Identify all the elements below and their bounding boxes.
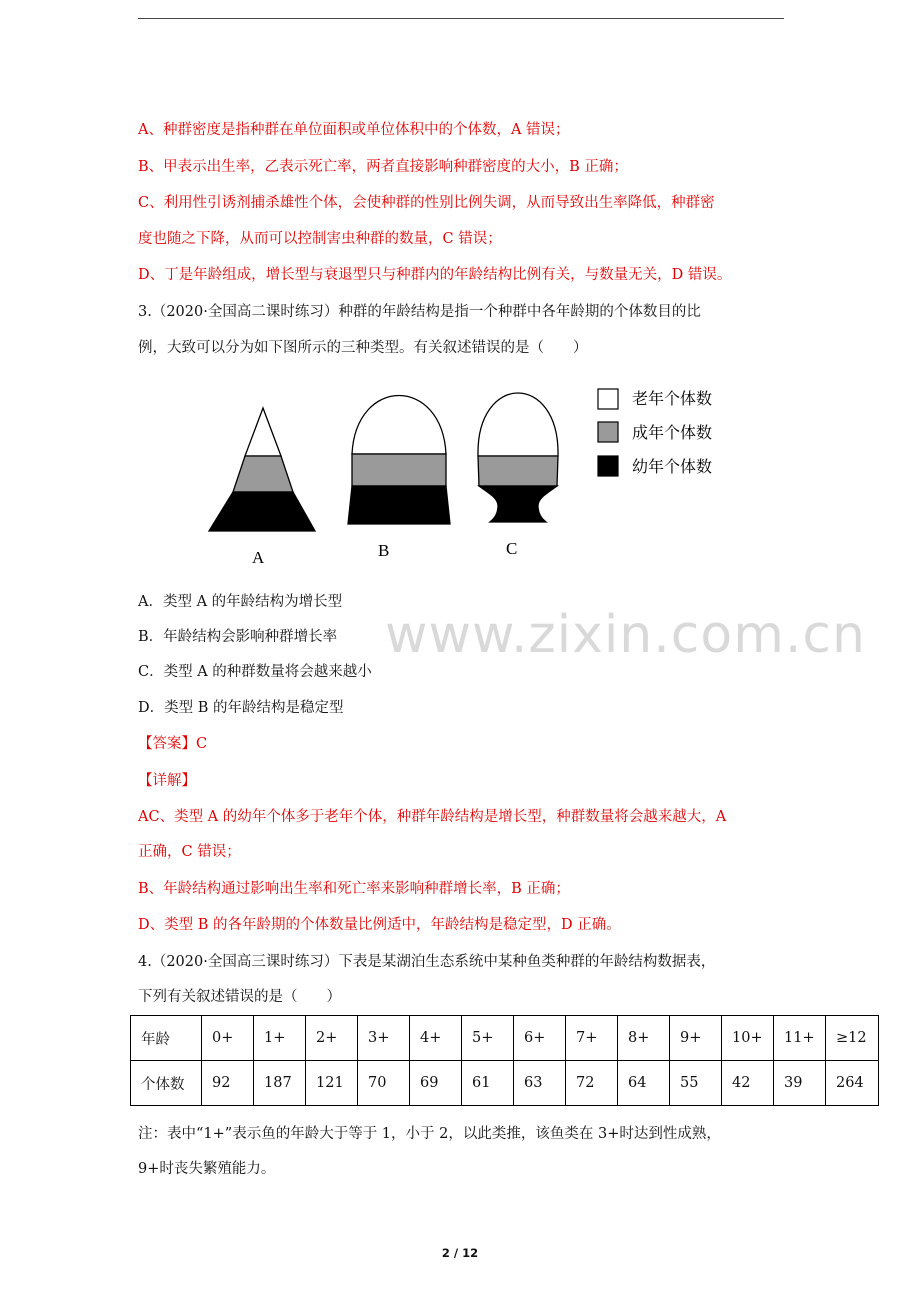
legend — [598, 389, 712, 476]
table-header-cell: 2+ — [306, 1016, 358, 1061]
table-header-row — [131, 1016, 879, 1061]
table-cell: 72 — [566, 1061, 618, 1106]
table-cell: 121 — [306, 1061, 358, 1106]
shape-label-c: C — [506, 539, 518, 558]
text-line: 【答案】C — [138, 736, 208, 752]
age-structure-table — [130, 1015, 879, 1106]
table-cell: 69 — [410, 1061, 462, 1106]
text-line: 下列有关叙述错误的是（ ） — [138, 989, 341, 1005]
legend-swatch-young — [598, 456, 618, 476]
table-cell: 187 — [254, 1061, 306, 1106]
shape-a-adult — [233, 456, 293, 492]
table-header-cell: 6+ — [514, 1016, 566, 1061]
text-line: D．类型 B 的年龄结构是稳定型 — [138, 700, 344, 716]
text-line: A．类型 A 的年龄结构为增长型 — [138, 594, 343, 610]
text-line: B、年龄结构通过影响出生率和死亡率来影响种群增长率，B 正确； — [138, 881, 570, 897]
table-cell: 个体数 — [131, 1061, 202, 1106]
text-line: 【详解】 — [138, 773, 196, 789]
table-cell: 42 — [722, 1061, 774, 1106]
text-line: 4.（2020·全国高三课时练习）下表是某湖泊生态系统中某种鱼类种群的年龄结构数据表， — [138, 954, 716, 970]
watermark: www.zixin.com.cn — [385, 605, 866, 665]
table-header-cell: 年龄 — [131, 1016, 202, 1061]
table-cell: 39 — [774, 1061, 826, 1106]
text-line: C．类型 A 的种群数量将会越来越小 — [138, 664, 372, 680]
text-line: 度也随之下降，从而可以控制害虫种群的数量，C 错误； — [138, 231, 502, 247]
page-number: 2 / 12 — [441, 1246, 479, 1260]
text-line: A、种群密度是指种群在单位面积或单位体积中的个体数，A 错误； — [138, 122, 570, 138]
shape-a-young — [209, 492, 315, 531]
text-line: 3.（2020·全国高二课时练习）种群的年龄结构是指一个种群中各年龄期的个体数目的比 — [138, 304, 701, 320]
text-line: D、类型 B 的各年龄期的个体数量比例适中，年龄结构是稳定型，D 正确。 — [138, 917, 621, 933]
table-header-cell: 9+ — [670, 1016, 722, 1061]
text-line: 例，大致可以分为如下图所示的三种类型。有关叙述错误的是（ ） — [138, 340, 588, 356]
table-row — [131, 1061, 879, 1106]
shape-c — [478, 393, 558, 522]
table-header-cell: 11+ — [774, 1016, 826, 1061]
table-cell: 63 — [514, 1061, 566, 1106]
shape-label-b: B — [378, 541, 390, 560]
table-header-cell: 8+ — [618, 1016, 670, 1061]
text-line: D、丁是年龄组成，增长型与衰退型只与种群内的年龄结构比例有关，与数量无关，D 错误。 — [138, 267, 732, 283]
table-cell: 92 — [202, 1061, 254, 1106]
table-header-cell: 10+ — [722, 1016, 774, 1061]
table-header-cell: 3+ — [358, 1016, 410, 1061]
age-structure-figure — [200, 378, 740, 568]
legend-swatch-old — [598, 389, 618, 409]
shape-b-old — [352, 396, 446, 455]
text-line: AC、类型 A 的幼年个体多于老年个体，种群年龄结构是增长型，种群数量将会越来越大，A — [138, 809, 727, 825]
shape-c-adult — [478, 456, 558, 486]
shape-a-old — [245, 408, 281, 456]
table-cell: 55 — [670, 1061, 722, 1106]
shape-c-young — [479, 486, 557, 522]
table-cell: 64 — [618, 1061, 670, 1106]
table-cell: 70 — [358, 1061, 410, 1106]
shape-b — [348, 396, 450, 525]
text-line: 9+时丧失繁殖能力。 — [138, 1161, 276, 1177]
table-header-cell: 0+ — [202, 1016, 254, 1061]
table-header-cell: 4+ — [410, 1016, 462, 1061]
text-line: B．年龄结构会影响种群增长率 — [138, 629, 338, 645]
shape-b-young — [348, 486, 450, 524]
shape-label-a: A — [252, 548, 265, 567]
table-header-cell: 5+ — [462, 1016, 514, 1061]
legend-swatch-adult — [598, 422, 618, 442]
shape-b-adult — [352, 454, 446, 486]
header-rule — [138, 18, 784, 19]
text-line: 注：表中“1+”表示鱼的年龄大于等于 1，小于 2，以此类推，该鱼类在 3+时达到性成熟， — [138, 1126, 721, 1142]
shape-a — [209, 408, 315, 531]
table-header-cell: 7+ — [566, 1016, 618, 1061]
table-header-cell: 1+ — [254, 1016, 306, 1061]
text-line: C、利用性引诱剂捕杀雄性个体，会使种群的性别比例失调，从而导致出生率降低，种群密 — [138, 195, 715, 211]
legend-label-adult: 成年个体数 — [632, 423, 713, 442]
table-cell: 61 — [462, 1061, 514, 1106]
table-cell: 264 — [826, 1061, 879, 1106]
text-line: 正确，C 错误； — [138, 844, 241, 860]
table-header-cell: ≥12 — [826, 1016, 879, 1061]
text-line: B、甲表示出生率，乙表示死亡率，两者直接影响种群密度的大小，B 正确； — [138, 159, 628, 175]
legend-label-old: 老年个体数 — [632, 389, 713, 408]
shape-c-old — [478, 393, 558, 456]
legend-label-young: 幼年个体数 — [632, 457, 713, 476]
